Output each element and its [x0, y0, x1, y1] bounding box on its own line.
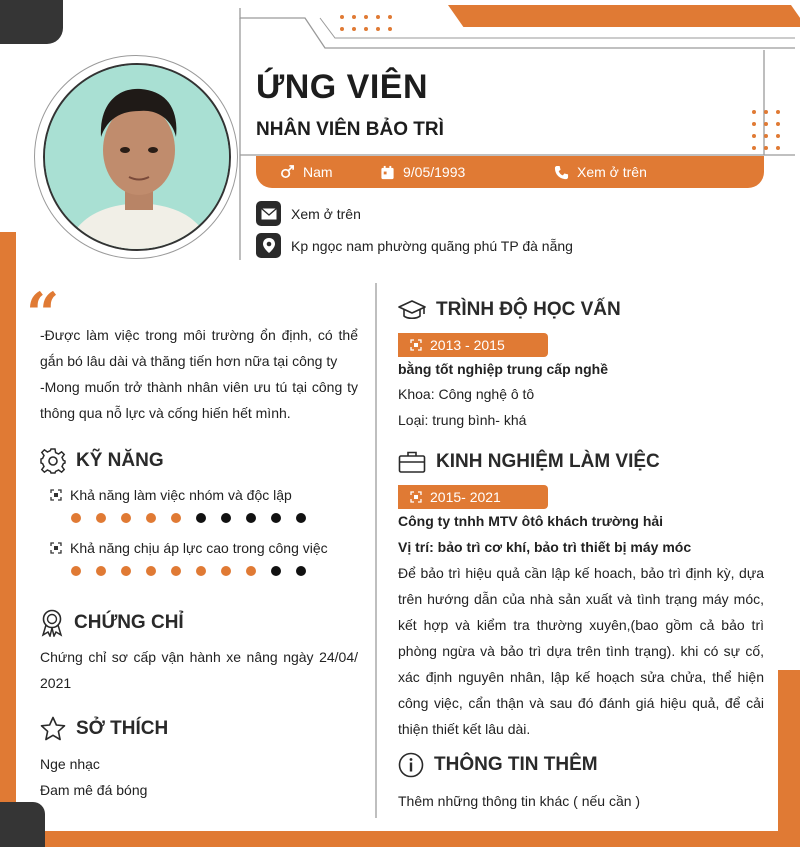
dot-pattern [340, 15, 392, 31]
avatar-portrait [45, 65, 231, 251]
rating-dot-filled [246, 566, 256, 576]
corner-decoration [0, 802, 45, 847]
education-period [398, 333, 548, 357]
experience-description: Để bảo trì hiệu quả cần lập kế hoach, bảo trì định kỳ, dựa trên hướng dẫn của nhà sản xuất và tình trạng máy móc, kết hợp và kiểm tra thường xuyên,(bao gồm cả bảo trì phòng ngừa và bảo trì dựa trên tình trạng). khi có sự cố, xác định nguyên nhân, lập kế hoạch sửa chửa, thể hiện công việc, cẩn thận và sau đó đánh giá hiệu quả, để cải thiện thiết kết lâu dài. [398, 565, 764, 737]
education-period-text: 2013 - 2015 [430, 337, 505, 353]
experience-heading [398, 450, 660, 474]
gender-field [280, 164, 333, 180]
education-grade: Loại: trung bình- khá [398, 412, 527, 428]
job-title: NHÂN VIÊN BẢO TRÌ [256, 119, 444, 140]
experience-title: KINH NGHIỆM LÀM VIỆC [436, 451, 660, 472]
phone-field [554, 164, 647, 180]
email-field [256, 201, 361, 226]
certificates-title: CHỨNG CHỈ [74, 612, 184, 633]
avatar [43, 63, 231, 251]
rating-dot-filled [96, 566, 106, 576]
rating-dot-empty [246, 513, 256, 523]
bullet-icon [410, 339, 422, 351]
experience-company: Công ty tnhh MTV ôtô khách trường hải [398, 513, 664, 529]
skills-heading [40, 448, 164, 474]
dot-pattern [752, 110, 780, 150]
location-pin-icon [256, 233, 281, 258]
hobbies-title: SỞ THÍCH [76, 718, 169, 739]
bullet-icon [50, 489, 62, 501]
skill-item [50, 487, 292, 503]
rating-dot-filled [146, 513, 156, 523]
gender-icon [280, 165, 295, 180]
additional-info-heading [398, 752, 598, 778]
gender-value: Nam [303, 164, 333, 180]
certificate-text: Chứng chỉ sơ cấp vận hành xe nâng ngày 24/04/ 2021 [40, 649, 358, 691]
bullet-icon [410, 491, 422, 503]
briefcase-icon [398, 450, 426, 474]
experience-period [398, 485, 548, 509]
personal-info-bar [256, 156, 764, 188]
additional-info-text: Thêm những thông tin khác ( nếu cần ) [398, 793, 641, 809]
rating-dot-filled [171, 566, 181, 576]
education-degree: bằng tốt nghiệp trung cấp nghề [398, 361, 608, 377]
hobby-item: Nge nhạc [40, 756, 100, 772]
experience-period-text: 2015- 2021 [430, 489, 501, 505]
phone-value: Xem ở trên [577, 164, 647, 180]
skill-rating [71, 513, 306, 523]
additional-info-title: THÔNG TIN THÊM [434, 754, 598, 775]
graduation-cap-icon [398, 298, 426, 322]
rating-dot-filled [121, 513, 131, 523]
gear-icon [40, 448, 66, 474]
address-value: Kp ngọc nam phường quãng phú TP đà nẵng [291, 237, 573, 254]
skill-label: Khả năng chịu áp lực cao trong công việc [70, 540, 328, 556]
education-heading [398, 298, 621, 322]
career-objective [40, 322, 358, 426]
star-icon [40, 716, 66, 742]
hobbies-heading [40, 716, 168, 742]
address-field [256, 233, 573, 258]
rating-dot-filled [71, 513, 81, 523]
skill-item [50, 540, 328, 556]
certificates-heading [40, 609, 184, 637]
side-stripe [778, 670, 800, 847]
birthdate-field [380, 164, 465, 180]
rating-dot-filled [96, 513, 106, 523]
info-icon [398, 752, 424, 778]
rating-dot-filled [71, 566, 81, 576]
column-divider [375, 283, 377, 818]
candidate-name: ỨNG VIÊN [256, 68, 429, 106]
objective-line: -Được làm việc trong môi trường ổn định, có thể gắn bó lâu dài và thăng tiến hơn nữa tại công ty [40, 327, 358, 369]
side-stripe [0, 232, 16, 802]
rating-dot-filled [146, 566, 156, 576]
rating-dot-empty [196, 513, 206, 523]
skills-title: KỸ NĂNG [76, 450, 164, 471]
education-faculty: Khoa: Công nghệ ô tô [398, 386, 535, 402]
objective-line: -Mong muốn trở thành nhân viên ưu tú tại công ty thông qua nỗ lực và cống hiến hết mình. [40, 379, 358, 421]
education-title: TRÌNH ĐỘ HỌC VẤN [436, 299, 621, 320]
mail-icon [256, 201, 281, 226]
rating-dot-empty [271, 513, 281, 523]
rating-dot-filled [221, 566, 231, 576]
quote-icon: “ [26, 280, 60, 348]
experience-position: Vị trí: bảo trì cơ khí, bảo trì thiết bị máy móc [398, 539, 692, 555]
award-icon [40, 609, 64, 637]
skill-label: Khả năng làm việc nhóm và độc lập [70, 487, 292, 503]
rating-dot-filled [196, 566, 206, 576]
skill-rating [71, 566, 306, 576]
hobby-item: Đam mê đá bóng [40, 782, 148, 798]
calendar-icon [380, 165, 395, 180]
rating-dot-filled [171, 513, 181, 523]
bottom-stripe [45, 831, 800, 847]
bullet-icon [50, 542, 62, 554]
rating-dot-empty [221, 513, 231, 523]
rating-dot-filled [121, 566, 131, 576]
phone-icon [554, 165, 569, 180]
rating-dot-empty [296, 566, 306, 576]
rating-dot-empty [296, 513, 306, 523]
email-value: Xem ở trên [291, 205, 361, 222]
birthdate-value: 9/05/1993 [403, 164, 466, 180]
rating-dot-empty [271, 566, 281, 576]
